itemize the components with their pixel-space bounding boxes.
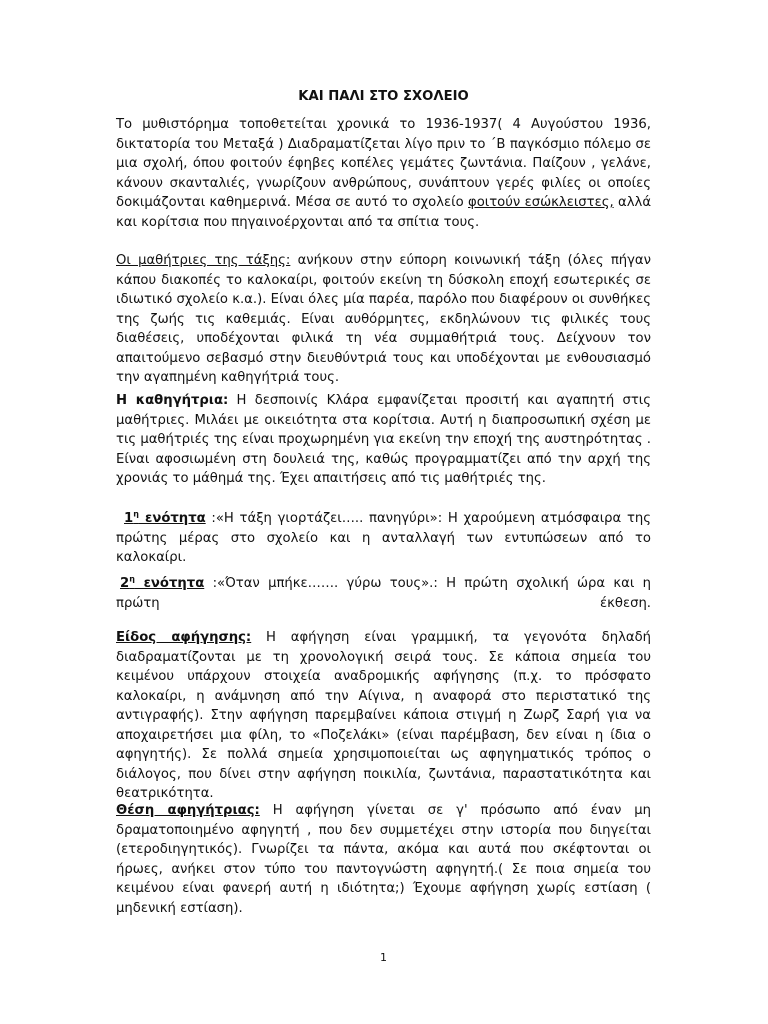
- students-heading: Οι μαθήτριες της τάξης:: [116, 253, 291, 268]
- intro-underlined: φοιτούν εσώκλειστες,: [468, 195, 614, 210]
- narration-type-text: Η αφήγηση είναι γραμμική, τα γεγονότα δηλαδή διαδραματίζονται με τη χρονολογική σειρά τους. Σε κάποια σημεία του κειμένου υπάρχουν στοιχεία αναδρομικής αφήγησης (π.χ. το πρόσφατο καλοκαίρι, η ανάμνηση από την Αίγινα, η αναφορά στο περιστατικό της αντιγραφής). Στην αφήγηση παρεμβαίνει κάποια στιγμή η Ζωρζ Σαρή για να αποχαιρετήσει μια φίλη, το «Ποζελάκι» (είναι παρέμβαση, δεν είναι η ίδια ο αφηγητής). Σε πολλά σημεία χρησιμοποιείται ως αφηγηματικός τρόπος ο διάλογος, που δίνει στην αφήγηση ποικιλία, ζωντάνια, παραστατικότητα και θεατρικότητα.: [116, 630, 651, 801]
- teacher-heading: Η καθηγήτρια:: [116, 393, 229, 408]
- teacher-text: Η δεσποινίς Κλάρα εμφανίζεται προσιτή και αγαπητή στις μαθήτριες. Μιλάει με οικειότητα στα κορίτσια. Αυτή η διαπροσωπική σχέση με τις μαθήτριές της είναι προχωρημένη για εκείνη την εποχή της αυστηρότητας . Είναι αφοσιωμένη στη δουλειά της, καθώς προγραμματίζει από την αρχή της χρονιάς το μάθημά της. Έχει απαιτήσεις από τις μαθήτριές της.: [116, 393, 651, 486]
- narration-type-heading: Είδος αφήγησης:: [116, 630, 252, 645]
- unit1-paragraph: [116, 509, 651, 568]
- unit2-text: :«Όταν μπήκε……. γύρω τους».: Η πρώτη σχολική ώρα και η πρώτη έκθεση.: [116, 576, 651, 611]
- students-paragraph: [116, 251, 651, 388]
- teacher-paragraph: [116, 391, 651, 489]
- intro-text-end: αλλά και κορίτσια που πηγαινοέρχονται από τα σπίτια τους.: [116, 195, 652, 230]
- narration-type-paragraph: [116, 628, 651, 804]
- unit2-heading: $2^\eta$ ενότητα: [120, 574, 205, 591]
- page-title: ΚΑΙ ΠΑΛΙ ΣΤΟ ΣΧΟΛΕΙΟ: [298, 89, 469, 104]
- unit2-paragraph: [116, 574, 651, 613]
- narrator-position-text: Η αφήγηση γίνεται σε γ' πρόσωπο από έναν μη δραματοποιημένο αφηγητή , που δεν συμμετέχει στην ιστορία που διηγείται (ετεροδιηγητικός). Γνωρίζει τα πάντα, ακόμα και αυτά που σκέφτονται οι ήρωες, ανήκει στον τύπο του παντογνώστη αφηγητή.( Σε ποια σημεία του κειμένου είναι φανερή αυτή η ιδιότητα;) Έχουμε αφήγηση χωρίς εστίαση ( μηδενική εστίαση).: [116, 803, 651, 916]
- intro-text: Το μυθιστόρημα τοποθετείται χρονικά το 1936-1937( 4 Αυγούστου 1936, δικτατορία του Μεταξά ) Διαδραματίζεται λίγο πριν το ΄Β παγκόσμιο πόλεμο σε μια σχολή, όπου φοιτούν έφηβες κοπέλες γεμάτες ζωντάνια. Παίζουν , γελάνε, κάνουν σκανταλιές, γνωρίζουν ανθρώπους, συνάπτουν γερές φιλίες οι οποίες δοκιμάζονται καθημερινά. Μέσα σε αυτό το σχολείο: [116, 117, 651, 210]
- page-number: 1: [380, 951, 387, 964]
- intro-paragraph: [116, 115, 651, 232]
- unit1-text: :«Η τάξη γιορτάζει….. πανηγύρι»: Η χαρούμενη ατμόσφαιρα της πρώτης μέρας στο σχολείο και η ανταλλαγή των εντυπώσεων από το καλοκαίρι.: [116, 511, 651, 565]
- unit1-heading: $1^\eta$ ενότητα: [124, 509, 206, 526]
- students-text: ανήκουν στην εύπορη κοινωνική τάξη (όλες πήγαν κάπου διακοπές το καλοκαίρι, φοιτούν εκείνη τη δύσκολη εποχή εσωτερικές σε ιδιωτικό σχολείο κ.α.). Είναι όλες μία παρέα, παρόλο που διαφέρουν οι συνθήκες της ζωής τις καθεμιάς. Είναι αυθόρμητες, εκδηλώνουν τις φιλικές τους διαθέσεις, υποδέχονται φιλικά τη νέα συμμαθήτριά τους. Δείχνουν τον απαιτούμενο σεβασμό στην διευθύντριά τους και υποδέχονται με ενθουσιασμό την αγαπημένη καθηγήτριά τους.: [116, 253, 651, 385]
- document-page: [116, 0, 651, 1024]
- narrator-position-heading: Θέση αφηγήτριας:: [116, 803, 260, 818]
- narrator-position-paragraph: [116, 801, 651, 918]
